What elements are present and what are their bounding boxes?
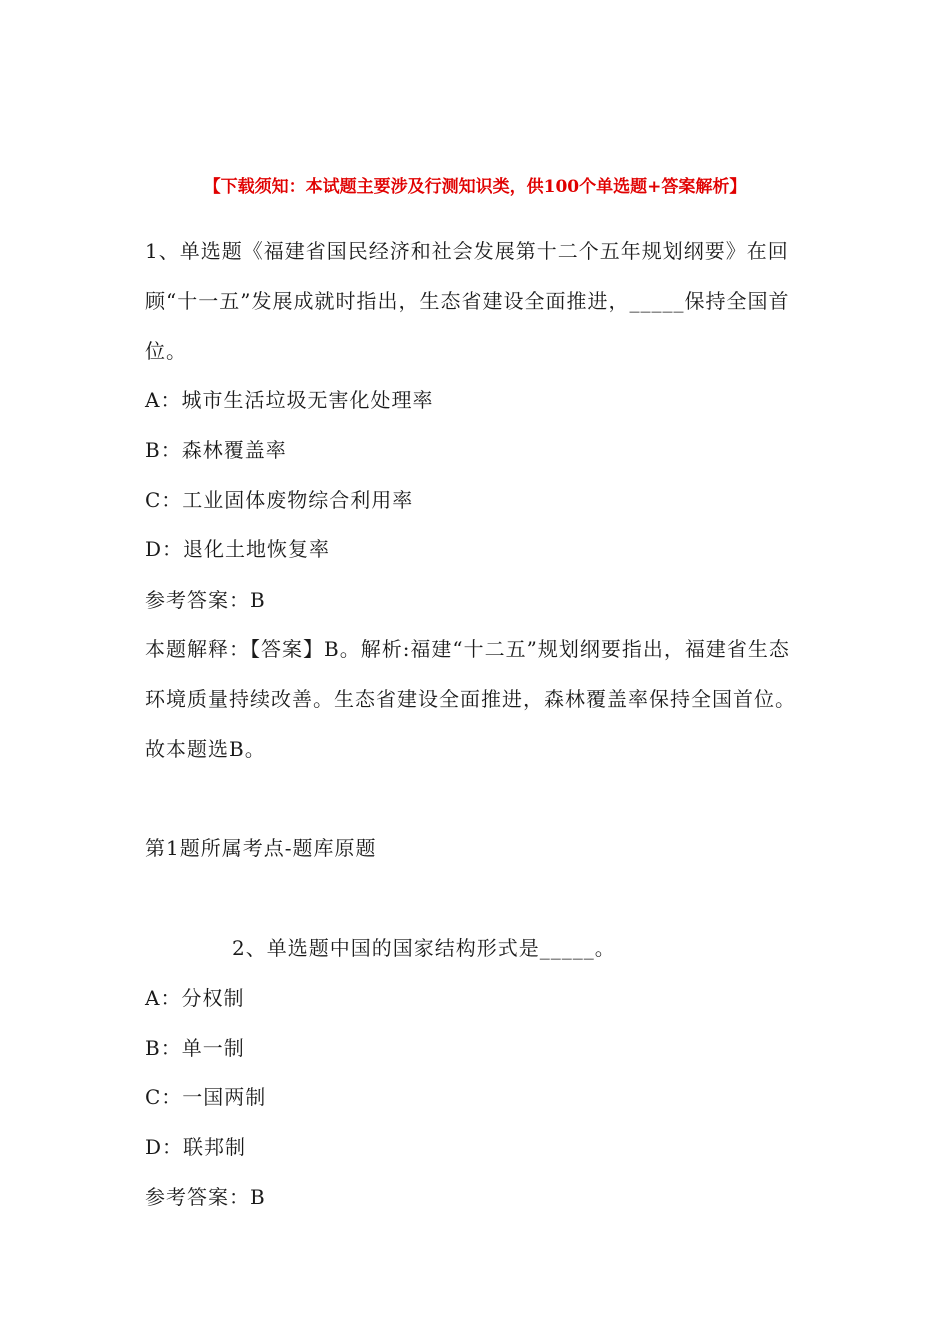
question-1-option-b: B：森林覆盖率 bbox=[145, 438, 287, 462]
question-1-explanation: 本题解释：【答案】B。解析:福建“十二五”规划纲要指出，福建省生态环境质量持续改善。生态省建设全面推进，森林覆盖率保持全国首位。故本题选B。 bbox=[145, 637, 796, 761]
question-2-option-a: A：分权制 bbox=[145, 986, 245, 1010]
question-1-answer: 参考答案：B bbox=[145, 588, 266, 612]
question-2-stem: 2、单选题中国的国家结构形式是_____。 bbox=[232, 936, 616, 960]
download-notice: 【下载须知：本试题主要涉及行测知识类，供100个单选题+答案解析】 bbox=[203, 177, 747, 197]
question-1-option-d: D：退化土地恢复率 bbox=[145, 537, 331, 561]
question-1-option-a: A：城市生活垃圾无害化处理率 bbox=[145, 388, 434, 412]
question-2-option-c: C：一国两制 bbox=[145, 1085, 267, 1109]
question-1-stem: 1、单选题《福建省国民经济和社会发展第十二个五年规划纲要》在回顾“十一五”发展成就时指出，生态省建设全面推进，_____保持全国首位。 bbox=[145, 239, 790, 363]
question-2-option-b: B：单一制 bbox=[145, 1036, 245, 1060]
question-1-topic: 第1题所属考点-题库原题 bbox=[145, 836, 377, 860]
question-2-option-d: D：联邦制 bbox=[145, 1135, 247, 1159]
question-1-option-c: C：工业固体废物综合利用率 bbox=[145, 488, 414, 512]
question-2-answer: 参考答案：B bbox=[145, 1185, 266, 1209]
